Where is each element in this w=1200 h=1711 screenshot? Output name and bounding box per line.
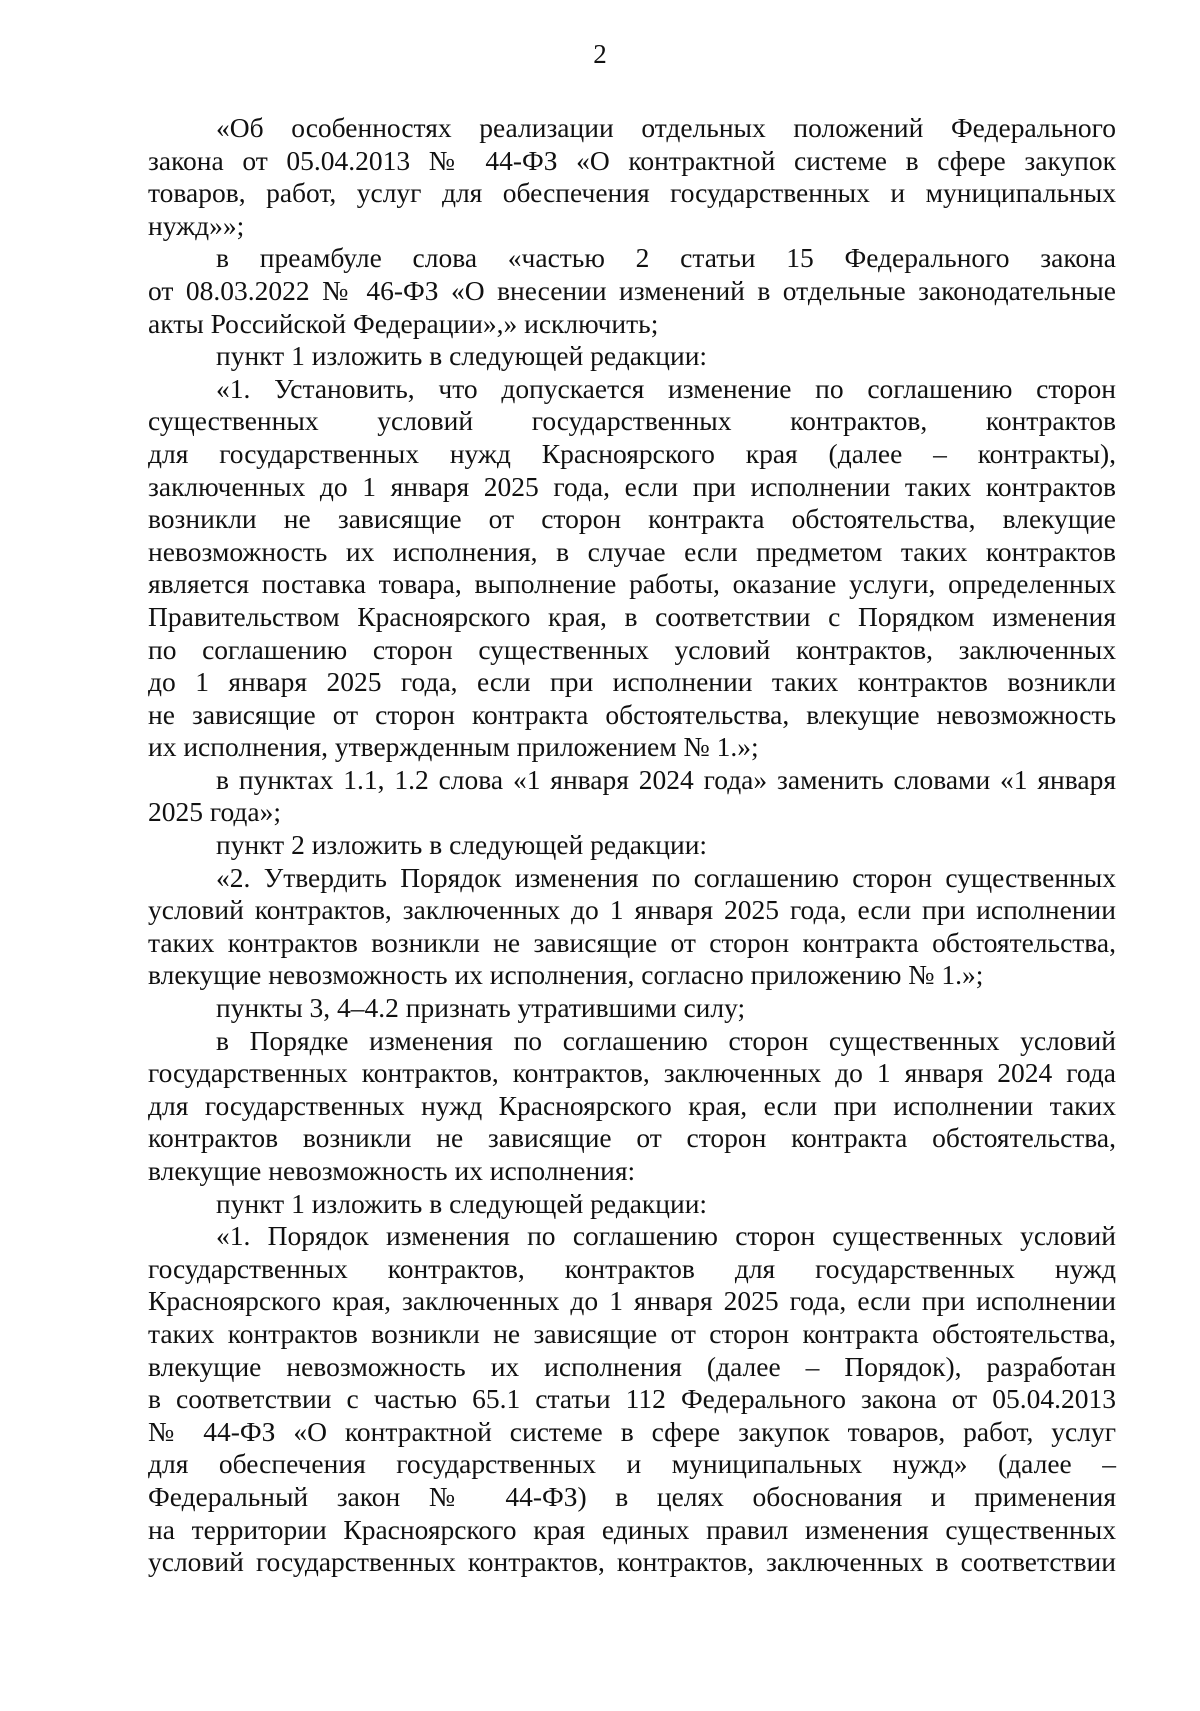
text-line: для государственных нужд Красноярского края (далее – контракты), <box>148 437 1116 469</box>
document-body <box>148 112 1116 1579</box>
text-line: влекущие невозможность их исполнения (далее – Порядок), разработан <box>148 1350 1116 1382</box>
text-line: 2025 года»; <box>148 796 282 828</box>
text-line: для государственных нужд Красноярского края, если при исполнении таких <box>148 1089 1116 1121</box>
text-line: таких контрактов возникли не зависящие от сторон контракта обстоятельства, <box>148 1317 1116 1349</box>
text-line: государственных контрактов, контрактов, заключенных до 1 января 2024 года <box>148 1057 1116 1089</box>
text-line: контрактов возникли не зависящие от сторон контракта обстоятельства, <box>148 1122 1116 1154</box>
paragraph <box>148 1220 1116 1579</box>
paragraph <box>148 340 1116 373</box>
text-line: в преамбуле слова «частью 2 статьи 15 Федерального закона <box>216 242 1116 274</box>
text-line: на территории Красноярского края единых правил изменения существенных <box>148 1513 1116 1545</box>
text-line: государственных контрактов, контрактов для государственных нужд <box>148 1252 1116 1284</box>
text-line: влекущие невозможность их исполнения: <box>148 1155 636 1186</box>
text-line: не зависящие от сторон контракта обстоятельства, влекущие невозможность <box>148 698 1116 730</box>
text-line: Федеральный закон № 44-ФЗ) в целях обоснования и применения <box>148 1480 1116 1512</box>
text-line: Красноярского края, заключенных до 1 января 2025 года, если при исполнении <box>148 1285 1116 1317</box>
paragraph <box>148 1025 1116 1188</box>
paragraph <box>148 242 1116 340</box>
text-line: от 08.03.2022 № 46-ФЗ «О внесении изменений в отдельные законодательные <box>148 274 1116 306</box>
text-line: таких контрактов возникли не зависящие от сторон контракта обстоятельства, <box>148 926 1116 958</box>
text-line: закона от 05.04.2013 № 44-ФЗ «О контрактной системе в сфере закупок <box>148 144 1116 176</box>
text-line: «1. Установить, что допускается изменение по соглашению сторон <box>216 372 1116 404</box>
paragraph <box>148 862 1116 992</box>
text-line: пункты 3, 4–4.2 признать утратившими силу; <box>216 992 746 1024</box>
text-line: существенных условий государственных контрактов, контрактов <box>148 405 1116 437</box>
paragraph <box>148 1188 1116 1221</box>
page-number: 2 <box>593 39 607 69</box>
text-line: пункт 2 изложить в следующей редакции: <box>216 829 708 861</box>
text-line: акты Российской Федерации»,» исключить; <box>148 307 659 339</box>
text-line: их исполнения, утвержденным приложением № 1.»; <box>148 731 759 763</box>
text-line: нужд»»; <box>148 209 245 241</box>
text-line: до 1 января 2025 года, если при исполнении таких контрактов возникли <box>148 666 1116 698</box>
text-line: в Порядке изменения по соглашению сторон существенных условий <box>216 1024 1116 1056</box>
text-line: «1. Порядок изменения по соглашению сторон существенных условий <box>216 1220 1116 1252</box>
paragraph <box>148 373 1116 764</box>
paragraph <box>148 112 1116 242</box>
text-line: условий государственных контрактов, контрактов, заключенных в соответствии <box>148 1546 1116 1578</box>
text-line: «2. Утвердить Порядок изменения по соглашению сторон существенных <box>216 861 1116 893</box>
paragraph <box>148 992 1116 1025</box>
text-line: влекущие невозможность их исполнения, согласно приложению № 1.»; <box>148 959 984 991</box>
text-line: возникли не зависящие от сторон контракта обстоятельства, влекущие <box>148 503 1116 535</box>
text-line: № 44-ФЗ «О контрактной системе в сфере закупок товаров, работ, услуг <box>148 1415 1116 1447</box>
text-line: невозможность их исполнения, в случае если предметом таких контрактов <box>148 535 1116 567</box>
text-line: заключенных до 1 января 2025 года, если при исполнении таких контрактов <box>148 470 1116 502</box>
text-line: в пунктах 1.1, 1.2 слова «1 января 2024 года» заменить словами «1 января <box>216 763 1116 795</box>
text-line: пункт 1 изложить в следующей редакции: <box>216 1187 708 1219</box>
text-line: в соответствии с частью 65.1 статьи 112 Федерального закона от 05.04.2013 <box>148 1383 1116 1415</box>
text-line: Правительством Красноярского края, в соответствии с Порядком изменения <box>148 600 1116 632</box>
text-line: по соглашению сторон существенных условий контрактов, заключенных <box>148 633 1116 665</box>
paragraph <box>148 764 1116 829</box>
text-line: условий контрактов, заключенных до 1 января 2025 года, если при исполнении <box>148 894 1116 926</box>
paragraph <box>148 829 1116 862</box>
text-line: является поставка товара, выполнение работы, оказание услуги, определенных <box>148 568 1116 600</box>
text-line: «Об особенностях реализации отдельных положений Федерального <box>216 112 1116 143</box>
text-line: пункт 1 изложить в следующей редакции: <box>216 340 708 372</box>
text-line: для обеспечения государственных и муниципальных нужд» (далее – <box>148 1448 1116 1480</box>
text-line: товаров, работ, услуг для обеспечения государственных и муниципальных <box>148 177 1116 209</box>
